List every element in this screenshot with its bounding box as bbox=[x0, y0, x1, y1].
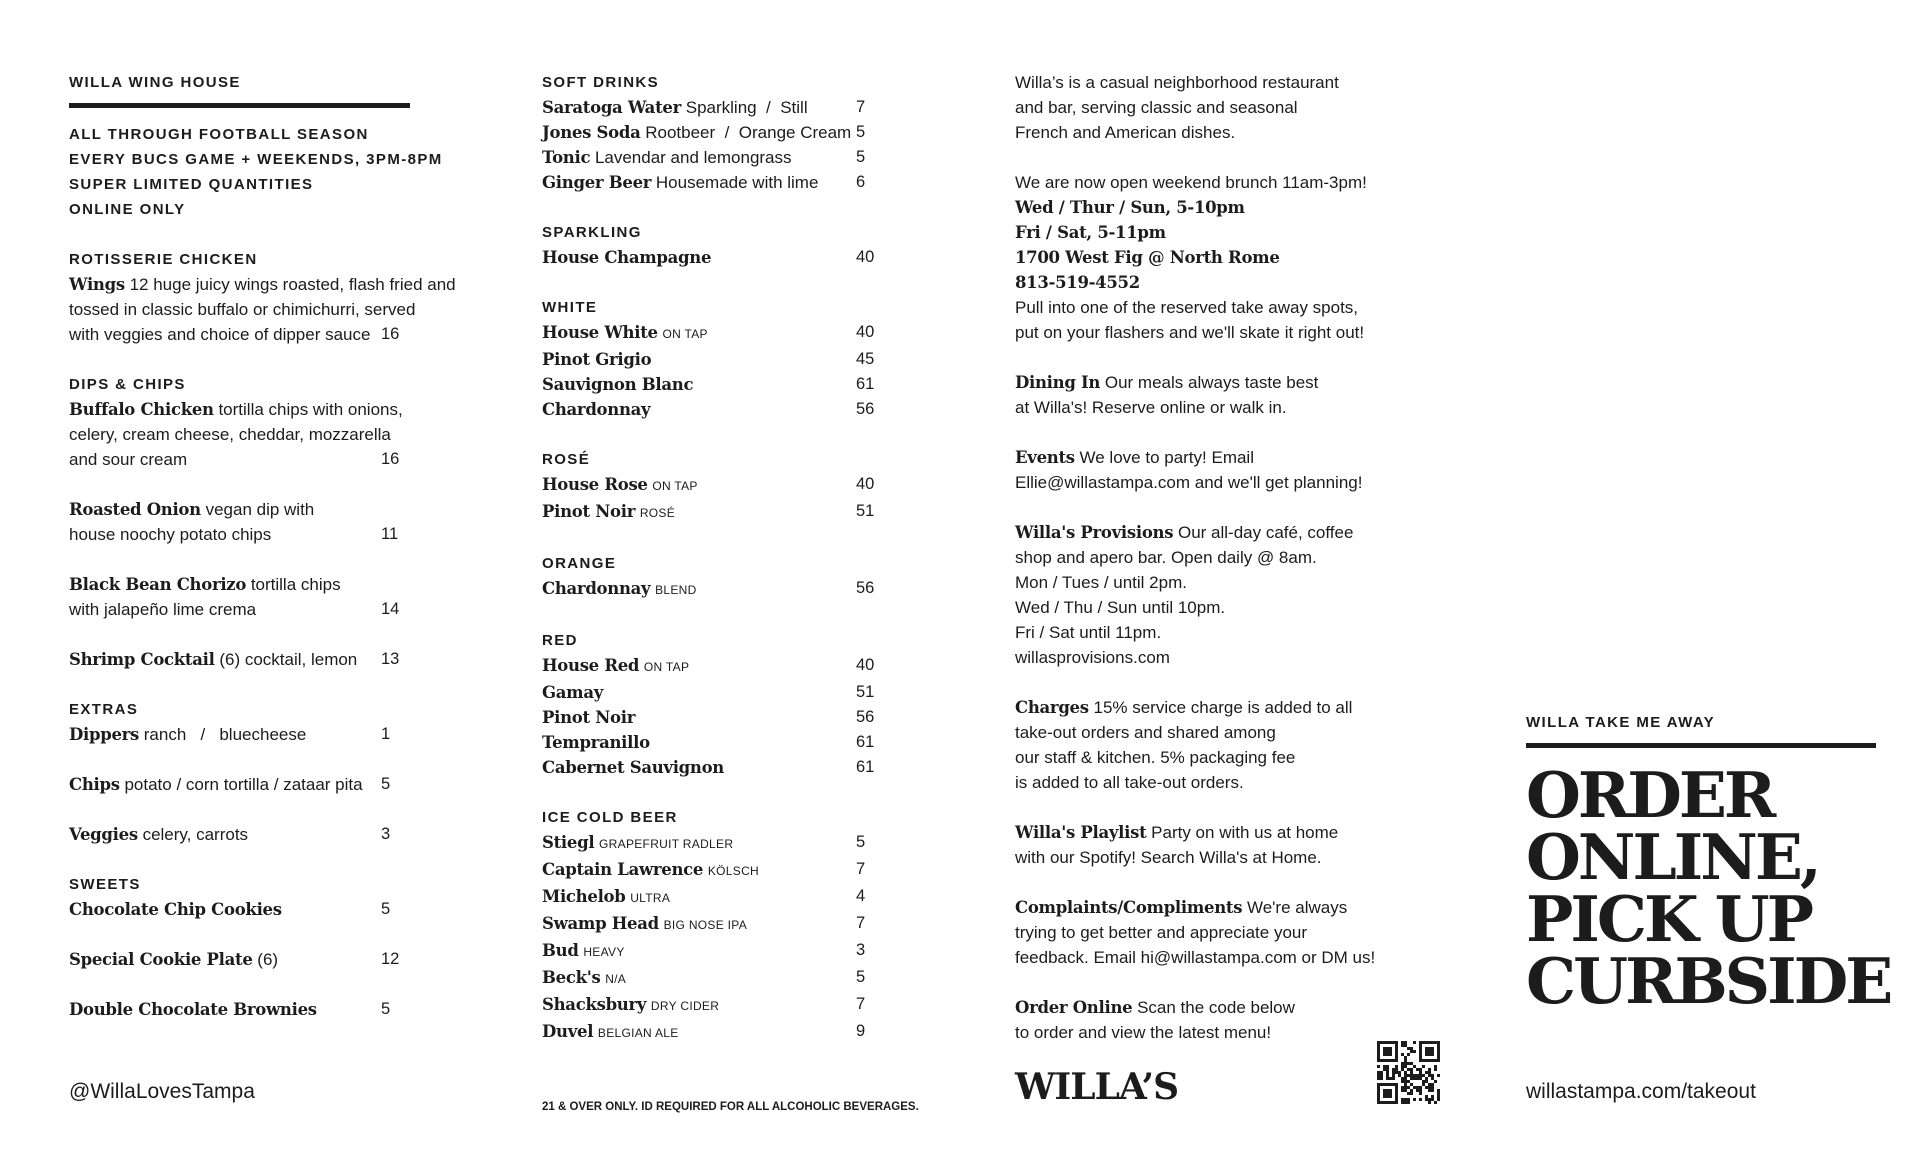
order-online-section: Order Online Scan the code below bbox=[1015, 998, 1295, 1017]
menu-item-chips: Chips potato / corn tortilla / zataar pita 5 bbox=[69, 772, 469, 797]
drinks-menu-column bbox=[542, 70, 882, 1046]
drink-item: House White ON TAP 40 bbox=[542, 320, 882, 347]
provisions-link[interactable]: willasprovisions.com bbox=[1015, 648, 1170, 667]
drinks-section-heading: SOFT DRINKS bbox=[542, 74, 660, 91]
intro-line: Willa’s is a casual neighborhood restaurant bbox=[1015, 73, 1339, 92]
drink-item: Pinot Grigio 45 bbox=[542, 347, 882, 372]
takeaway-heading: WILLA TAKE ME AWAY bbox=[1526, 714, 1716, 731]
menu-item-brownies: Double Chocolate Brownies 5 bbox=[69, 997, 469, 1022]
intro-line: and bar, serving classic and seasonal bbox=[1015, 98, 1298, 117]
intro-line: French and American dishes. bbox=[1015, 123, 1236, 142]
drink-item: Tempranillo 61 bbox=[542, 730, 882, 755]
drink-item: Shacksbury DRY CIDER 7 bbox=[542, 992, 882, 1019]
price: 14 bbox=[381, 600, 400, 618]
drinks-section-heading: RED bbox=[542, 632, 578, 649]
hours-weekday: Wed / Thur / Sun, 5-10pm bbox=[1015, 198, 1245, 217]
price: 13 bbox=[381, 650, 400, 668]
drinks-section-heading: SPARKLING bbox=[542, 224, 642, 241]
price: 40 bbox=[856, 248, 875, 266]
menu-item-dippers: Dippers ranch / bluecheese 1 bbox=[69, 722, 469, 747]
price: 40 bbox=[856, 656, 875, 674]
drink-item: Ginger Beer Housemade with lime 6 bbox=[542, 170, 882, 195]
price: 5 bbox=[381, 775, 391, 793]
age-footnote: 21 & OVER ONLY. ID REQUIRED FOR ALL ALCOHOLIC BEVERAGES. bbox=[542, 1101, 919, 1113]
section-heading: ROTISSERIE CHICKEN bbox=[69, 251, 258, 268]
drinks-section-heading: WHITE bbox=[542, 299, 598, 316]
price: 1 bbox=[381, 725, 391, 743]
qr-code-icon[interactable] bbox=[1377, 1041, 1440, 1104]
price: 51 bbox=[856, 502, 875, 520]
willas-logo: WILLA’S bbox=[1015, 1066, 1179, 1108]
price: 45 bbox=[856, 350, 875, 368]
price: 5 bbox=[856, 148, 866, 166]
drinks-section-heading: ICE COLD BEER bbox=[542, 809, 678, 826]
price: 12 bbox=[381, 950, 400, 968]
drink-item: Chardonnay 56 bbox=[542, 397, 882, 422]
promo-line: ALL THROUGH FOOTBALL SEASON bbox=[69, 126, 369, 143]
drink-item: Cabernet Sauvignon 61 bbox=[542, 755, 882, 780]
drinks-section-heading: ORANGE bbox=[542, 555, 617, 572]
drink-item: Captain Lawrence KÖLSCH 7 bbox=[542, 857, 882, 884]
drink-item: Chardonnay BLEND 56 bbox=[542, 576, 882, 603]
drink-item: Pinot Noir ROSÉ 51 bbox=[542, 499, 882, 526]
price: 51 bbox=[856, 683, 875, 701]
takeout-url[interactable]: willastampa.com/takeout bbox=[1526, 1080, 1756, 1103]
section-heading: DIPS & CHIPS bbox=[69, 376, 186, 393]
price: 61 bbox=[856, 375, 875, 393]
drink-item: Sauvignon Blanc 61 bbox=[542, 372, 882, 397]
title-rule bbox=[69, 103, 410, 108]
promo-line: EVERY BUCS GAME + WEEKENDS, 3PM-8PM bbox=[69, 151, 443, 168]
promo-line: SUPER LIMITED QUANTITIES bbox=[69, 176, 314, 193]
price: 40 bbox=[856, 475, 875, 493]
menu-item-cookie-plate: Special Cookie Plate (6) 12 bbox=[69, 947, 469, 972]
takeaway-rule bbox=[1526, 743, 1876, 748]
drink-item: Stiegl GRAPEFRUIT RADLER 5 bbox=[542, 830, 882, 857]
events-section: Events We love to party! Email bbox=[1015, 448, 1254, 467]
address: 1700 West Fig @ North Rome bbox=[1015, 248, 1280, 267]
price: 11 bbox=[381, 525, 399, 543]
charges-section: Charges 15% service charge is added to all bbox=[1015, 698, 1353, 717]
price: 4 bbox=[856, 887, 866, 905]
price: 3 bbox=[856, 941, 866, 959]
price: 7 bbox=[856, 98, 866, 116]
playlist-section: Willa's Playlist Party on with us at home bbox=[1015, 823, 1339, 842]
price: 7 bbox=[856, 995, 866, 1013]
drink-item: House Red ON TAP 40 bbox=[542, 653, 882, 680]
drink-item: Gamay 51 bbox=[542, 680, 882, 705]
hours-weekend: Fri / Sat, 5-11pm bbox=[1015, 223, 1166, 242]
section-heading: EXTRAS bbox=[69, 701, 139, 718]
price: 5 bbox=[381, 1000, 391, 1018]
takeaway-panel bbox=[1526, 710, 1891, 1018]
drink-item: Pinot Noir 56 bbox=[542, 705, 882, 730]
drink-item: House Champagne 40 bbox=[542, 245, 882, 270]
drink-item: House Rose ON TAP 40 bbox=[542, 472, 882, 499]
price: 61 bbox=[856, 733, 875, 751]
drink-item: Beck's N/A 5 bbox=[542, 965, 882, 992]
menu-item-roasted-onion: Roasted Onion vegan dip with bbox=[69, 500, 315, 519]
menu-item-veggies: Veggies celery, carrots 3 bbox=[69, 822, 469, 847]
price: 56 bbox=[856, 579, 875, 597]
price: 5 bbox=[381, 900, 391, 918]
price: 5 bbox=[856, 123, 866, 141]
menu-item-shrimp-cocktail: Shrimp Cocktail (6) cocktail, lemon 13 bbox=[69, 647, 469, 672]
menu-item-cookies: Chocolate Chip Cookies 5 bbox=[69, 897, 469, 922]
price: 16 bbox=[381, 450, 400, 468]
price: 7 bbox=[856, 860, 866, 878]
drink-item: Duvel BELGIAN ALE 9 bbox=[542, 1019, 882, 1046]
dining-in-section: Dining In Our meals always taste best bbox=[1015, 373, 1319, 392]
menu-item-buffalo-chicken: Buffalo Chicken tortilla chips with onions, bbox=[69, 400, 403, 419]
menu-item-wings: Wings 12 huge juicy wings roasted, flash fried and bbox=[69, 275, 456, 294]
drink-item: Tonic Lavendar and lemongrass 5 bbox=[542, 145, 882, 170]
pickup-instructions: put on your flashers and we'll skate it right out! bbox=[1015, 323, 1365, 342]
price: 5 bbox=[856, 833, 866, 851]
drink-item: Swamp Head BIG NOSE IPA 7 bbox=[542, 911, 882, 938]
price: 5 bbox=[856, 968, 866, 986]
section-heading: SWEETS bbox=[69, 876, 141, 893]
drink-item: Bud HEAVY 3 bbox=[542, 938, 882, 965]
drink-item: Saratoga Water Sparkling / Still 7 bbox=[542, 95, 882, 120]
provisions-section: Willa's Provisions Our all-day café, coffee bbox=[1015, 523, 1354, 542]
price: 56 bbox=[856, 400, 875, 418]
price: 16 bbox=[381, 325, 400, 343]
drink-item: Michelob ULTRA 4 bbox=[542, 884, 882, 911]
price: 6 bbox=[856, 173, 866, 191]
drink-item: Jones Soda Rootbeer / Orange Cream 5 bbox=[542, 120, 882, 145]
pickup-instructions: Pull into one of the reserved take away spots, bbox=[1015, 298, 1359, 317]
menu-item-black-bean-chorizo: Black Bean Chorizo tortilla chips bbox=[69, 575, 341, 594]
price: 7 bbox=[856, 914, 866, 932]
price: 61 bbox=[856, 758, 875, 776]
phone-number: 813-519-4552 bbox=[1015, 273, 1140, 292]
brunch-notice: We are now open weekend brunch 11am-3pm! bbox=[1015, 173, 1367, 192]
price: 9 bbox=[856, 1022, 866, 1040]
price: 3 bbox=[381, 825, 391, 843]
price: 56 bbox=[856, 708, 875, 726]
headline: ORDER ONLINE, PICK UP CURBSIDE bbox=[1526, 758, 1891, 1018]
menu-title: WILLA WING HOUSE bbox=[69, 74, 241, 91]
social-handle: @WillaLovesTampa bbox=[69, 1080, 255, 1103]
price: 40 bbox=[856, 323, 875, 341]
info-column: Willa’s is a casual neighborhood restaurant and bar, serving classic and seasonal French and American dishes. We are now open weekend brunch 11am-3pm! Wed / Thur / Sun, 5-10pm Fri / Sat, 5-11pm 1700 West Fig @ North Rome 813-519-4552 Pull into one of the reserved take away spots, put on your flashers and we'll skate it right out! Dining In Our meals always taste best at Willa's! Reserve online or walk in. Events We love to party! Email Ellie@willastampa.com and we'll get planning! Willa's Provisions Our all-day café, coffee shop and apero bar. Open daily @ 8am. Mon / Tues / until 2pm. Wed / Thu / Sun until 10pm. Fri / Sat until 11pm. willasprovisions.com Charges 15% service charge is added to all take-out orders and shared among our staff & kitchen. 5% packaging fee is added to all take-out orders. Willa's Playlist Party on with us at home with our Spotify! Search Willa's at Home. Complaints/Compliments We're always trying to get better and appreciate your feedback. Email hi@willastampa.com or DM us! Order Online Scan the code below to order and view the latest menu! bbox=[1015, 70, 1425, 1045]
promo-line: ONLINE ONLY bbox=[69, 201, 186, 218]
complaints-section: Complaints/Compliments We're always bbox=[1015, 898, 1348, 917]
drinks-section-heading: ROSÉ bbox=[542, 451, 591, 468]
food-menu-column: WILLA WING HOUSE ALL THROUGH FOOTBALL SEASON EVERY BUCS GAME + WEEKENDS, 3PM-8PM SUPER LIMITED QUANTITIES ONLINE ONLY ROTISSERIE CHICKEN Wings 12 huge juicy wings roasted, flash fried and tossed in classic buffalo or chimichurri, served with veggies and choice of dipper sauce 16 DIPS & CHIPS Buffalo Chicken tortilla chips with onions, celery, cream cheese, cheddar, mozzarella and sour cream 16 Roasted Onion vegan dip with house noochy potato chips 11 Black Bean Chorizo tortilla chips with jalapeño lime crema 14 Shrimp Cocktail (6) cocktail, lemon 13 EXTRAS Dippers ranch / bluecheese 1 Chips potato / corn tortilla / zataar pita 5 Veggies celery, carrots 3 SWEETS Chocolate Chip Cookies 5 Special Cookie Plate (6) 12 Double Chocolate Brownies 5 bbox=[69, 70, 469, 1022]
